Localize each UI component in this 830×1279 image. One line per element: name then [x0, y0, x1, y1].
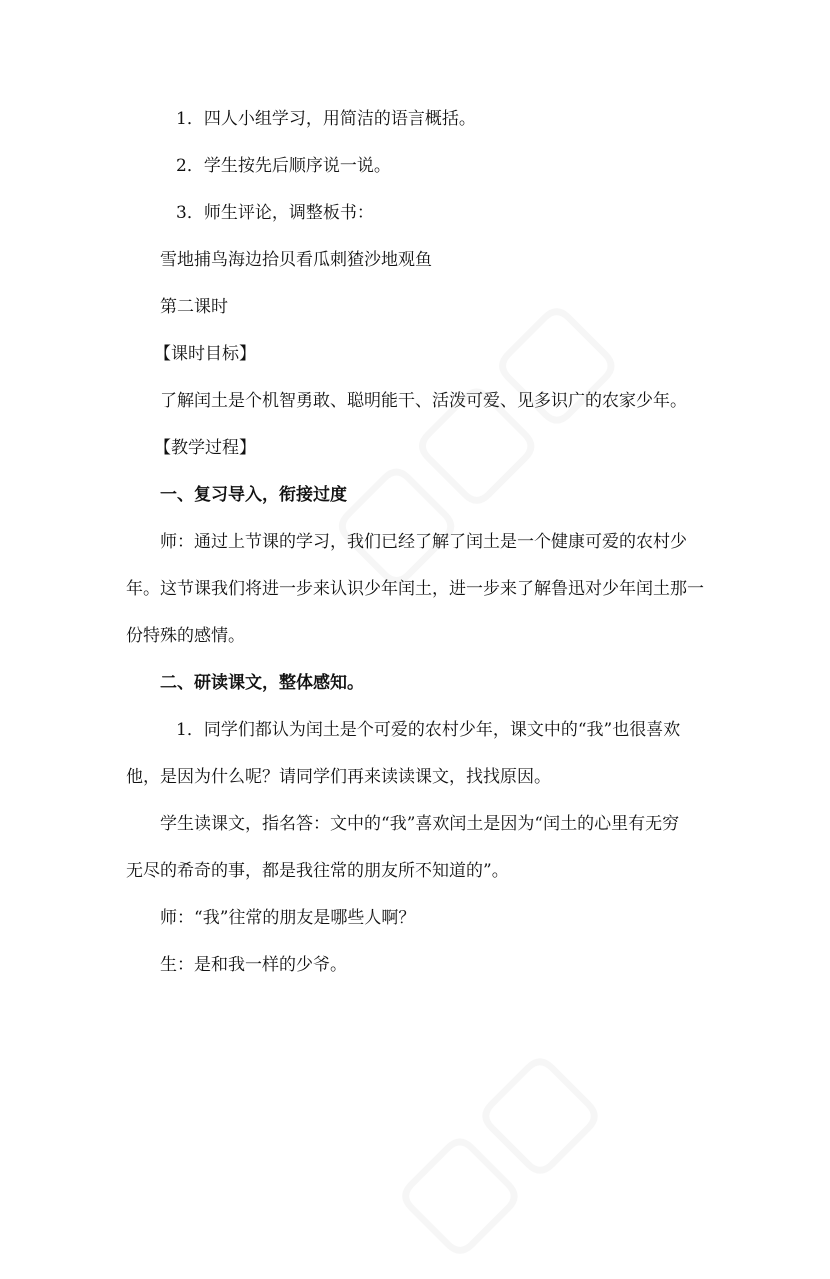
process-heading: 【教学过程】 [154, 438, 256, 458]
paragraph-1-line-3: 份特殊的感情。 [126, 626, 245, 646]
list-item-2: 2．学生按先后顺序说一说。 [176, 156, 391, 176]
list-item-1: 1．四人小组学习，用简洁的语言概括。 [176, 109, 476, 129]
paragraph-1-line-1: 师：通过上节课的学习，我们已经了解了闰土是一个健康可爱的农村少 [160, 532, 687, 552]
paragraph-3-line-2: 无尽的希奇的事，都是我往常的朋友所不知道的”。 [126, 861, 509, 881]
paragraph-3-line-1: 学生读课文，指名答：文中的“我”喜欢闰土是因为“闰土的心里有无穷 [160, 814, 680, 834]
section-heading-2: 二、研读课文，整体感知。 [160, 673, 364, 693]
watermark-graphic-bottom [364, 1020, 623, 1279]
goal-heading: 【课时目标】 [154, 344, 256, 364]
paragraph-5: 生：是和我一样的少爷。 [160, 955, 347, 975]
list-item-3: 3．师生评论，调整板书： [176, 203, 374, 223]
paragraph-2-line-2: 他，是因为什么呢？请同学们再来读读课文，找找原因。 [126, 767, 551, 787]
section-heading-1: 一、复习导入，衔接过度 [160, 485, 347, 505]
paragraph-1-line-2: 年。这节课我们将进一步来认识少年闰土，进一步来了解鲁迅对少年闰土那一 [126, 579, 704, 599]
paragraph-2-line-1: 1．同学们都认为闰土是个可爱的农村少年，课文中的“我”也很喜欢 [176, 720, 681, 740]
goal-text: 了解闰土是个机智勇敢、聪明能干、活泼可爱、见多识广的农家少年。 [160, 391, 687, 411]
paragraph-4: 师：“我”往常的朋友是哪些人啊？ [160, 908, 416, 928]
lesson-heading: 第二课时 [160, 297, 228, 317]
board-summary: 雪地捕鸟海边拾贝看瓜刺猹沙地观鱼 [160, 250, 432, 270]
